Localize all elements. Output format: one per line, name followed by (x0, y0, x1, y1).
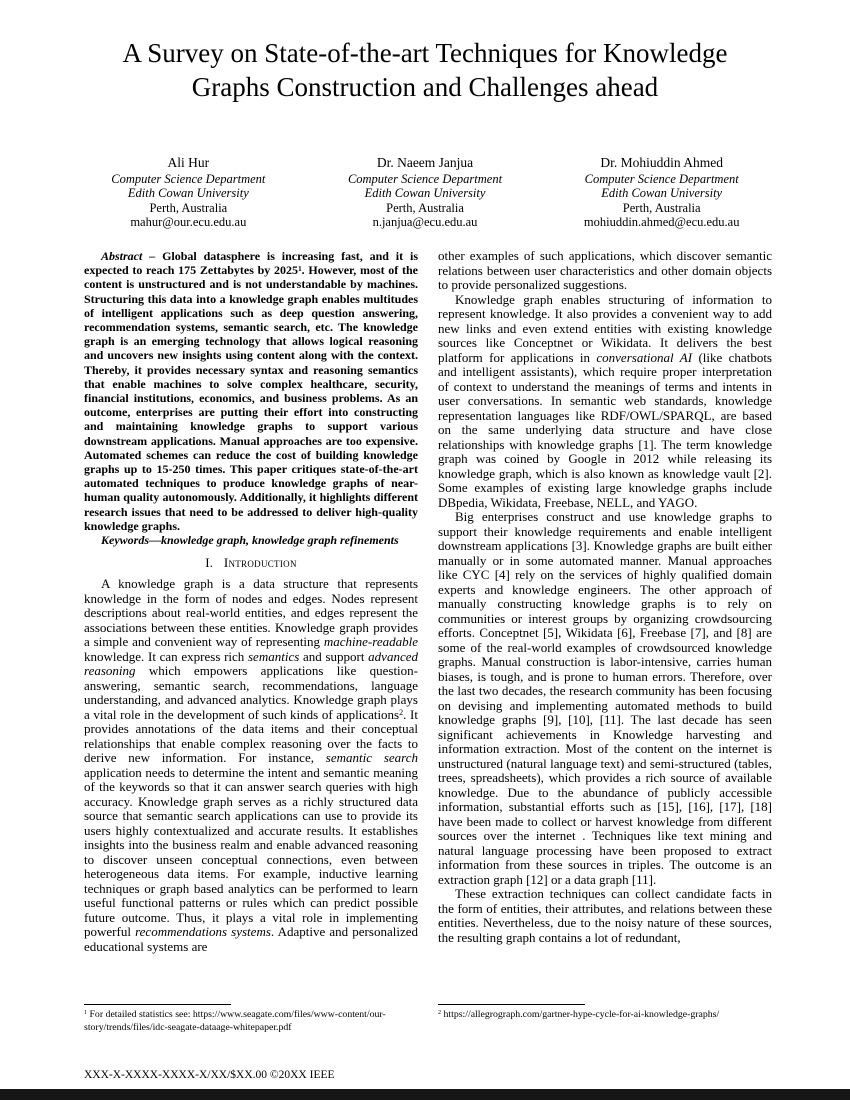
footnote-2 (438, 1004, 774, 1022)
footnote-1-text: $^1$ For detailed statistics see: https://www.seagate.com/files/www-content/our-story/trends/files/idc-seagate-dataage-whitepaper.pdf (84, 1009, 386, 1033)
section-number: I. (205, 555, 213, 571)
paper-title: A Survey on State-of-the-art Techniques for Knowledge Graphs Construction and Challenges ahead (122, 38, 728, 102)
author-block-1 (70, 156, 307, 230)
copyright-notice: XXX-X-XXXX-XXXX-X/XX/$XX.00 ©20XX IEEE (84, 1069, 335, 1081)
author-email: n.janjua@ecu.edu.au (372, 215, 478, 229)
footnote-2-text: $^2$ https://allegrograph.com/gartner-hype-cycle-for-ai-knowledge-graphs/ (438, 1009, 720, 1020)
author-city: Perth, Australia (149, 200, 228, 215)
footnote-separator-rule (84, 1004, 231, 1005)
intro-paragraph-3: Big enterprises construct and use knowledge graphs to support their knowledge requirements and enable intelligent downstream applications [3]. Knowledge graphs are built either manually or in some automated manner. Manual approaches like CYC [4] rely on the services of highly qualified domain experts and knowledge engineers. The other approach of manually constructing knowledge graphs is to rely on communities or interest groups by organizing crowdsourcing efforts. Conceptnet [5], Wikidata [6], Freebase [7], and [8] are some of the real-world examples of crowdsourced knowledge graphs. Manual construction is labor-intensive, carries human biases, is tough, and is prone to human errors. Therefore, over the last two decades, the research community has been focusing on devising and implementing automated methods to build knowledge graphs [9], [10], [11]. The last decade has seen significant achievements in Knowledge harvesting and information extraction. Most of the content on the internet is unstructured (natural language text) and semi-structured (tables, trees, spreadsheets), which provides a rich source of available knowledge. Due to the abundance of publicly accessible information, substantial efforts such as [15], [16], [17], [18] have been made to collect or harvest knowledge from different sources over the internet . Techniques like text mining and natural language processing have been proposed to extract information from these sources in triples. The outcome is an extraction graph [12] or a data graph [11]. (438, 509, 772, 887)
section-title: Introduction (223, 555, 297, 571)
abstract-paragraph: Abstract – Global datasphere is increasing fast, and it is expected to reach 175 Zettabytes by 2025$^1$. However, most of the content is unstructured and is not understandable by machines. Structuring this data into a knowledge graph enables multitudes of intelligent applications such as deep question answering, recommendation systems, semantic search, etc. The knowledge graph is an emerging technology that allows logical reasoning and uncovers new insights using content along with the context. Thereby, it provides necessary syntax and reasoning semantics that enable machines to solve complex healthcare, security, financial institutions, economics, and business problems. As an outcome, enterprises are putting their effort into constructing and maintaining knowledge graphs to support various downstream applications. Manual approaches are too expensive. Automated schemes can reduce the cost of building knowledge graphs up to 15-250 times. This paper critiques state-of-the-art automated techniques to produce knowledge graphs of near-human quality autonomously. Additionally, it highlights different research issues that need to be addressed to deliver high-quality knowledge graphs. (84, 249, 419, 533)
author-department: Computer Science Department (347, 171, 503, 186)
author-city: Perth, Australia (386, 200, 464, 215)
author-block-row (70, 156, 780, 230)
author-university: Edith Cowan University (601, 186, 723, 200)
left-column (84, 249, 418, 1006)
right-column (438, 249, 772, 1006)
bottom-edge-bar (0, 1089, 850, 1100)
intro-paragraph-1: A knowledge graph is a data structure that represents knowledge in the form of nodes and edges. Nodes represent descriptions about real-world entities, and edges represent the associations between these entities. Knowledge graph provides a simple and convenient way of representing machine-readable knowledge. It can express rich semantics and support advanced reasoning which empowers applications like question-answering, semantic search, recommendations, language understanding, and advanced analytics. Knowledge graph plays a vital role in the development of such kinds of applications$^2$. It provides annotations of the data items and their conceptual relationships that enable complex reasoning over the facts to derive new information. For instance, semantic search application needs to determine the intent and semantic meaning of the keywords so that it can answer search queries with high accuracy. Knowledge graph serves as a richly structured data source that semantic search applications can use to provide its users highly contextualized and accurate results. It establishes insights into the business realm and enable advanced reasoning to discover unseen conceptual connections, even between heterogeneous data items. For example, inductive learning techniques or graph based analytics can be performed to learn useful functional patterns or rules which can predict possible future outcome. Thus, it plays a vital role in implementing powerful recommendations systems. Adaptive and personalized educational systems are (84, 576, 418, 954)
section-heading-introduction (84, 555, 418, 571)
author-city: Perth, Australia (622, 200, 701, 215)
author-name: Dr. Mohiuddin Ahmed (600, 155, 723, 170)
author-department: Computer Science Department (584, 171, 739, 186)
intro-paragraph-2: Knowledge graph enables structuring of information to represent knowledge. It also provides a convenient way to add new links and even extend entities with existing knowledge sources like Conceptnet or Wikidata. It delivers the best platform for applications in conversational AI (like chatbots and intelligent assistants), which require proper interpretation of context to understand the meanings of terms and intents in user conversations. In semantic web standards, knowledge representation languages like RDF/OWL/SPARQL, are based on the same underlying data structure and have close relationships with knowledge graphs [1]. The term knowledge graph was coined by Google in 2012 while releasing its knowledge graph, which is also known as knowledge vault [2]. Some examples of existing large knowledge graphs include DBpedia, Wikidata, Freebase, NELL, and YAGO. (438, 291, 772, 510)
footnote-1 (84, 1004, 420, 1034)
keywords-line: Keywords—knowledge graph, knowledge graph refinements (101, 533, 399, 548)
author-block-2 (307, 156, 544, 230)
author-department: Computer Science Department (111, 171, 266, 186)
author-name: Ali Hur (167, 155, 210, 170)
author-university: Edith Cowan University (127, 186, 249, 200)
author-block-3 (543, 156, 780, 230)
intro-paragraph-4: These extraction techniques can collect candidate facts in the form of entities, their attributes, and relations between these entities. Nevertheless, due to the noisy nature of these sources, the resulting graph contains a lot of redundant, (438, 886, 772, 945)
body-columns (84, 249, 772, 1006)
intro-paragraph-1-continuation: other examples of such applications, which discover semantic relations between user characteristics and other domain objects to provide personalized suggestions. (438, 249, 772, 292)
footnote-separator-rule (438, 1004, 585, 1005)
author-email: mohiuddin.ahmed@ecu.edu.au (583, 215, 740, 229)
author-email: mahur@our.ecu.edu.au (130, 215, 247, 229)
author-university: Edith Cowan University (364, 186, 486, 200)
author-name: Dr. Naeem Janjua (376, 155, 474, 170)
